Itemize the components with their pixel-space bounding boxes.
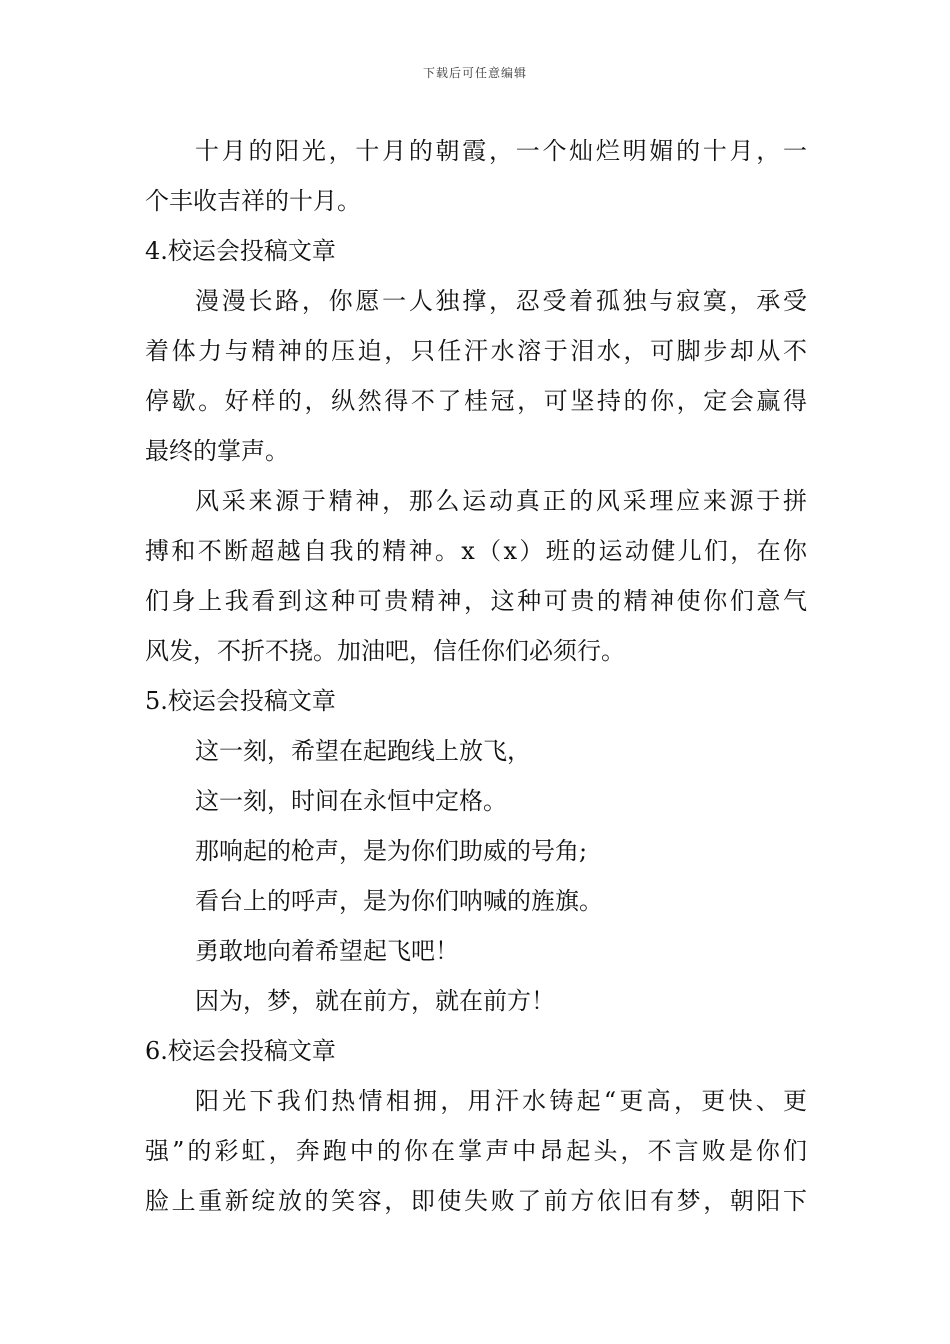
poem-line-6: 因为，梦，就在前方，就在前方！ bbox=[195, 987, 555, 1015]
text-line-5: 着体力与精神的压迫，只任汗水溶于泪水，可脚步却从不 bbox=[145, 337, 807, 365]
text-line-4: 漫漫长路，你愿一人独撑，忍受着孤独与寂寞，承受 bbox=[195, 287, 807, 315]
text-line-21: 强”的彩虹，奔跑中的你在掌声中昂起头，不言败是你们 bbox=[145, 1137, 807, 1165]
section-heading-6: 6.校运会投稿文章 bbox=[145, 1037, 336, 1065]
text-line-9: 搏和不断超越自我的精神。x（x）班的运动健儿们，在你 bbox=[145, 537, 807, 565]
page-header: 下载后可任意编辑 bbox=[422, 66, 527, 80]
text-line-10: 们身上我看到这种可贵精神，这种可贵的精神使你们意气 bbox=[145, 587, 807, 615]
poem-line-5: 勇敢地向着希望起飞吧！ bbox=[195, 937, 459, 965]
document-body bbox=[145, 126, 807, 1226]
text-line-2: 个丰收吉祥的十月。 bbox=[145, 187, 361, 215]
poem-line-3: 那响起的枪声，是为你们助威的号角; bbox=[195, 837, 588, 865]
text-line-7: 最终的掌声。 bbox=[145, 437, 289, 465]
poem-line-4: 看台上的呼声，是为你们呐喊的旌旗。 bbox=[195, 887, 603, 915]
text-line-20: 阳光下我们热情相拥，用汗水铸起“更高，更快、更 bbox=[195, 1087, 807, 1115]
text-line-11: 风发，不折不挠。加油吧，信任你们必须行。 bbox=[145, 637, 625, 665]
text-line-22: 脸上重新绽放的笑容，即使失败了前方依旧有梦，朝阳下 bbox=[145, 1187, 807, 1215]
poem-line-1: 这一刻，希望在起跑线上放飞， bbox=[195, 737, 531, 765]
section-heading-5: 5.校运会投稿文章 bbox=[145, 687, 336, 715]
text-line-6: 停歇。好样的，纵然得不了桂冠，可坚持的你，定会赢得 bbox=[145, 387, 807, 415]
text-line-1: 十月的阳光，十月的朝霞，一个灿烂明媚的十月，一 bbox=[195, 137, 807, 165]
poem-line-2: 这一刻，时间在永恒中定格。 bbox=[195, 787, 507, 815]
section-heading-4: 4.校运会投稿文章 bbox=[145, 237, 336, 265]
text-line-8: 风采来源于精神，那么运动真正的风采理应来源于拼 bbox=[195, 487, 807, 515]
